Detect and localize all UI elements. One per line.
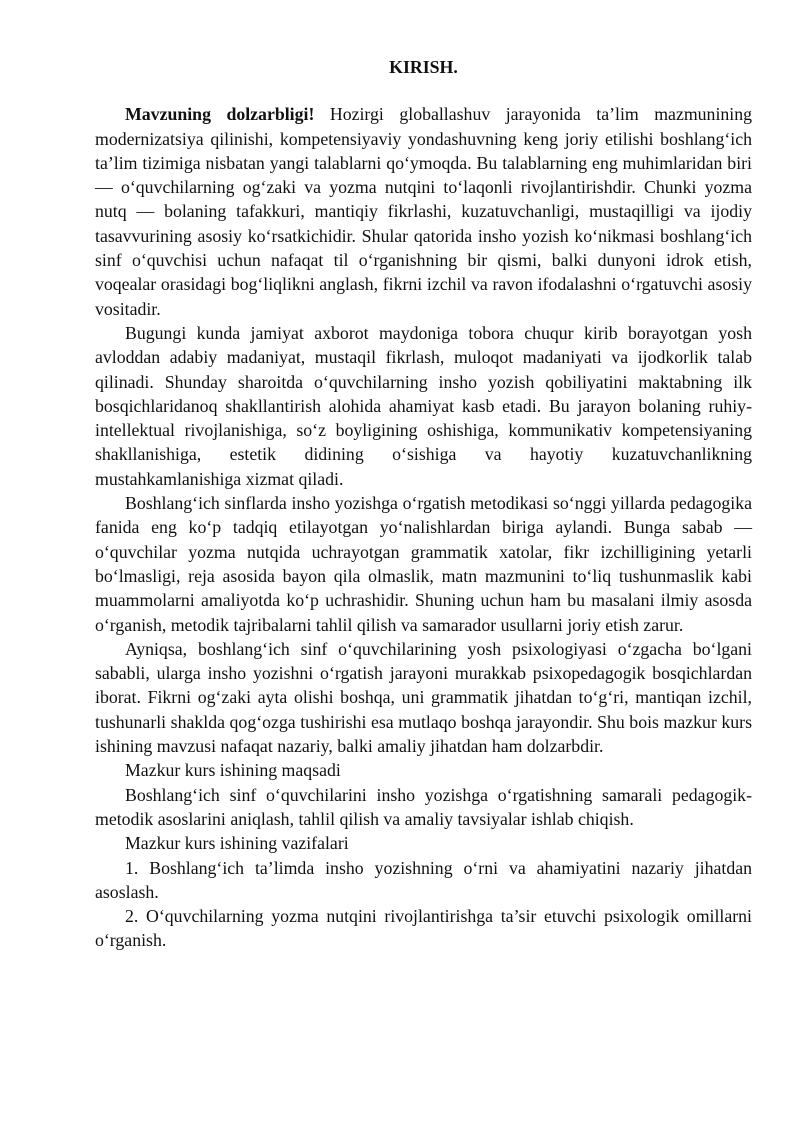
intro-text: Hozirgi globallashuv jarayonida ta’lim mazmunining modernizatsiya qilinishi, kompetensiyaviy yondashuvning keng joriy etilishi boshlang‘ich ta’lim tizimiga nisbatan yangi talablarni qo‘ymoqda. Bu talablarning eng muhimlaridan biri — o‘quvchilarning og‘zaki va yozma nutqini to‘laqonli rivojlantirishdir. Chunki yozma nutq — bolaning tafakkuri, mantiqiy fikrlashi, kuzatuvchanligi, mustaqilligi va ijodiy tasavvurining asosiy ko‘rsatkichidir. Shular qatorida insho yozish ko‘nikmasi boshlang‘ich sinf o‘quvchisi uchun nafaqat til o‘rganishning bir qismi, balki dunyoni idrok etish, voqealar orasidagi bog‘liqlikni anglash, fikrni izchil va ravon ifodalashni o‘rgatuvchi asosiy vositadir. bbox=[95, 104, 752, 319]
body-paragraph: Ayniqsa, boshlang‘ich sinf o‘quvchilarining yosh psixologiyasi o‘zgacha bo‘lgani sababli, ularga insho yozishni o‘rgatish jarayoni murakkab psixopedagogik bosqichlardan iborat. Fikrni og‘zaki ayta olishi boshqa, uni grammatik jihatdan to‘g‘ri, mantiqan izchil, tushunarli shaklda qog‘ozga tushirishi esa mutlaqo boshqa jarayondir. Shu bois mazkur kurs ishining mavzusi nafaqat nazariy, balki amaliy jihatdan ham dolzarbdir. bbox=[95, 638, 752, 757]
page-title: KIRISH. bbox=[389, 57, 458, 77]
body-paragraph: Bugungi kunda jamiyat axborot maydoniga tobora chuqur kirib borayotgan yosh avloddan adabiy madaniyat, mustaqil fikrlash, muloqot madaniyati va ijodkorlik talab qilinadi. Shunday sharoitda o‘quvchilarning insho yozish qobiliyatini maktabning ilk bosqichlaridanoq shakllantirish alohida ahamiyat kasb etadi. Bu jarayon bolaning ruhiy-intellektual rivojlanishiga, so‘z boyligining oshishiga, kommunikativ kompetensiyaning shakllanishiga, estetik didining o‘sishiga va hayotiy kuzatuvchanlikning mustahkamlanishiga xizmat qiladi. bbox=[95, 322, 752, 489]
task-item: 1. Boshlang‘ich ta’limda insho yozishning o‘rni va ahamiyatini nazariy jihatdan asoslash. bbox=[95, 857, 752, 902]
goal-heading: Mazkur kurs ishining maqsadi bbox=[125, 760, 341, 781]
intro-lead: Mavzuning dolzarbligi! bbox=[125, 104, 315, 125]
intro-paragraph bbox=[95, 102, 752, 321]
tasks-heading: Mazkur kurs ishining vazifalari bbox=[125, 833, 349, 854]
goal-text: Boshlang‘ich sinf o‘quvchilarini insho yozishga o‘rgatishning samarali pedagogik-metodik asoslarini aniqlash, tahlil qilish va amaliy tavsiyalar ishlab chiqish. bbox=[95, 784, 752, 829]
body-paragraph: Boshlang‘ich sinflarda insho yozishga o‘rgatish metodikasi so‘nggi yillarda pedagogika fanida eng ko‘p tadqiq etilayotgan yo‘nalishlardan biriga aylandi. Bunga sabab — o‘quvchilar yozma nutqida uchrayotgan grammatik xatolar, fikr izchilligining yetarli bo‘lmasligi, reja asosida bayon qila olmaslik, matn mazmunini to‘liq tushunmaslik kabi muammolarni amaliyotda ko‘p uchrashidir. Shuning uchun ham bu masalani ilmiy asosda o‘rganish, metodik tajribalarni tahlil qilish va samarador usullarni joriy etish zarur. bbox=[95, 493, 752, 635]
task-item: 2. O‘quvchilarning yozma nutqini rivojlantirishga ta’sir etuvchi psixologik omillarni o‘rganish. bbox=[95, 906, 752, 951]
